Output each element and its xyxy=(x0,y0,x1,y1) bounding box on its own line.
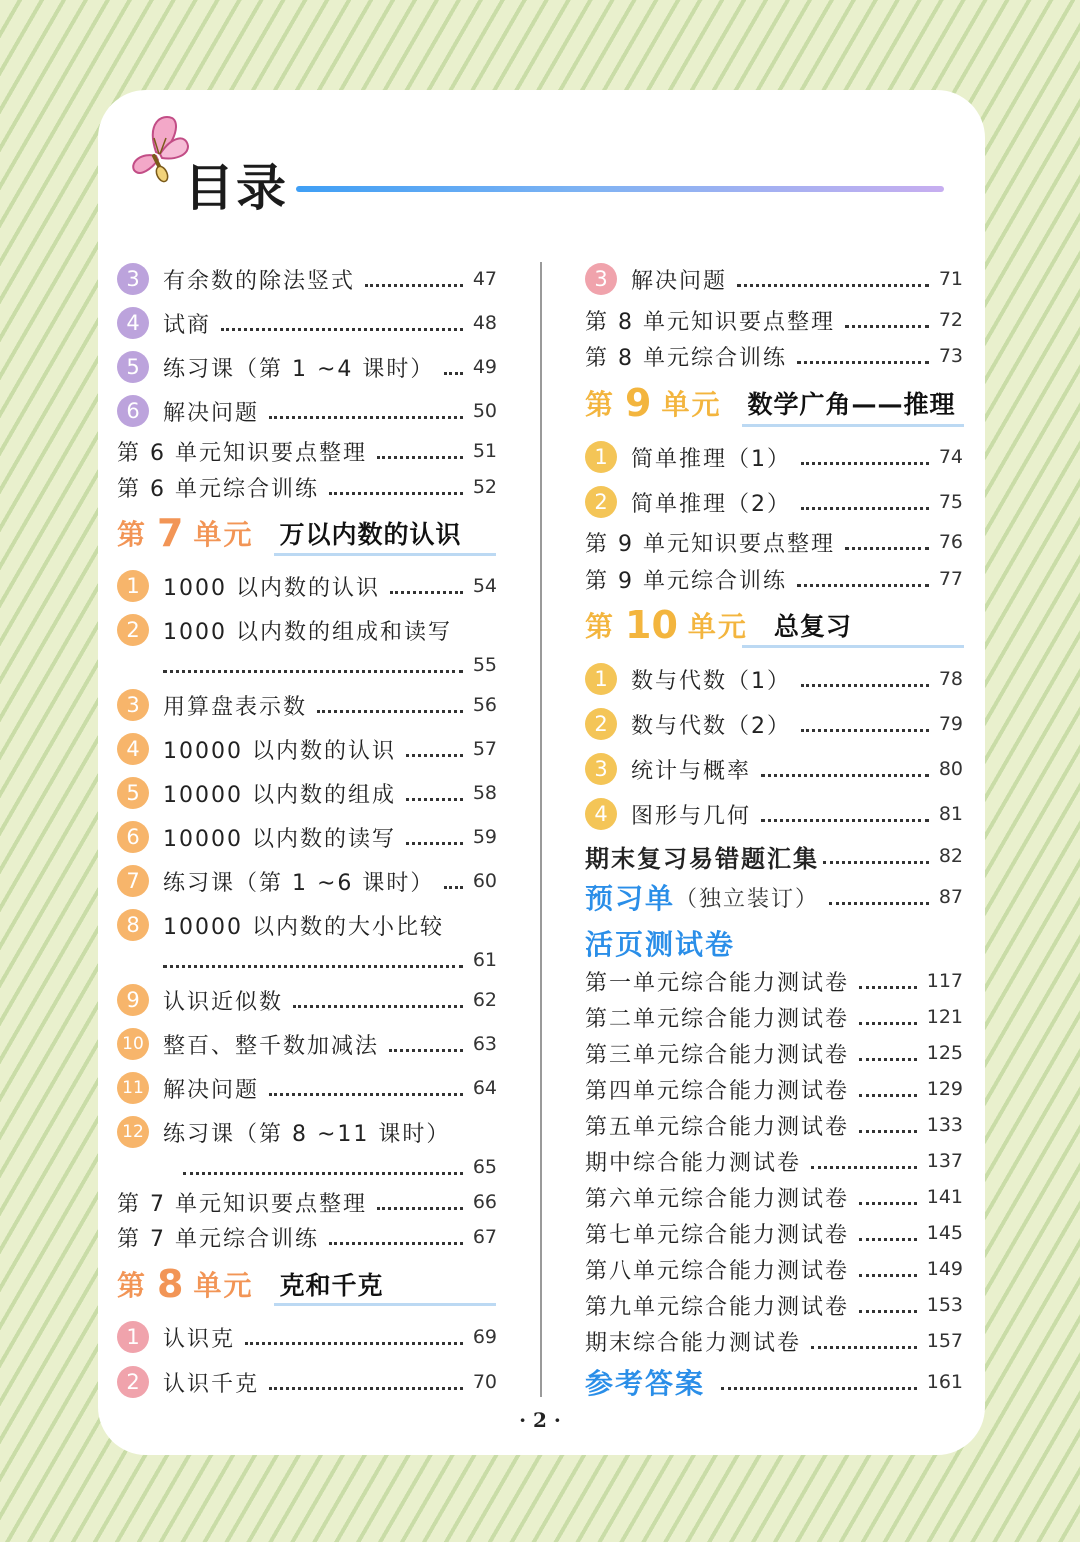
toc-page: 81 xyxy=(938,803,963,825)
leader-dots xyxy=(163,670,463,673)
toc-row[interactable] xyxy=(117,1115,497,1149)
toc-label: 第 7 单元综合训练 xyxy=(117,1226,319,1252)
leader-dots xyxy=(390,591,463,594)
toc-page: 78 xyxy=(938,668,963,690)
toc-label: 图形与几何 xyxy=(631,803,752,829)
unit-title: 克和千克 xyxy=(279,1271,384,1300)
toc-page: 149 xyxy=(926,1258,963,1280)
toc-page: 133 xyxy=(926,1114,963,1136)
toc-row[interactable] xyxy=(585,1144,963,1178)
toc-label: 第七单元综合能力测试卷 xyxy=(585,1222,850,1248)
toc-page: 75 xyxy=(938,491,963,513)
toc-label: 10000 以内数的认识 xyxy=(163,738,396,764)
unit-underline xyxy=(742,645,964,648)
toc-label: 数与代数（2） xyxy=(631,713,791,739)
leader-dots xyxy=(221,328,463,331)
toc-page: 70 xyxy=(472,1371,497,1393)
toc-label: 10000 以内数的读写 xyxy=(163,826,396,852)
toc-row[interactable] xyxy=(117,262,497,296)
item-number-badge: 5 xyxy=(117,351,149,383)
leader-dots xyxy=(859,1202,917,1205)
item-number-badge: 4 xyxy=(117,733,149,765)
toc-row[interactable] xyxy=(117,688,497,722)
unit-title: 万以内数的认识 xyxy=(279,520,462,549)
leader-dots xyxy=(761,774,929,777)
toc-label: 解决问题 xyxy=(163,400,260,426)
leader-dots xyxy=(269,416,463,419)
toc-row[interactable] xyxy=(585,1072,963,1106)
item-number-badge: 1 xyxy=(585,441,617,473)
toc-row[interactable] xyxy=(585,1036,963,1070)
toc-row[interactable] xyxy=(585,752,963,786)
toc-page: 161 xyxy=(926,1371,963,1393)
toc-row[interactable] xyxy=(117,820,497,854)
unit-suffix: 单元 xyxy=(687,610,748,643)
unit-prefix: 第 xyxy=(585,610,616,643)
toc-page: 57 xyxy=(472,738,497,760)
toc-page: 61 xyxy=(472,949,497,971)
toc-page: 129 xyxy=(926,1078,963,1100)
toc-row[interactable] xyxy=(117,569,497,603)
leader-dots xyxy=(859,986,917,989)
toc-label: 第 7 单元知识要点整理 xyxy=(117,1191,367,1217)
toc-row[interactable] xyxy=(117,350,497,384)
leader-dots xyxy=(444,372,462,375)
toc-page: 51 xyxy=(472,440,497,462)
leader-dots xyxy=(365,284,463,287)
toc-page: 65 xyxy=(472,1156,497,1178)
leader-dots xyxy=(183,1172,463,1175)
toc-row[interactable] xyxy=(585,1324,963,1358)
toc-page: 117 xyxy=(926,970,963,992)
unit-underline xyxy=(274,1303,496,1306)
leader-dots xyxy=(797,584,929,587)
toc-row[interactable] xyxy=(117,306,497,340)
toc-page: 137 xyxy=(926,1150,963,1172)
toc-page: 67 xyxy=(472,1226,497,1248)
item-number-badge: 6 xyxy=(117,821,149,853)
toc-label: 认识近似数 xyxy=(163,989,284,1015)
leader-dots xyxy=(811,1346,917,1349)
toc-page: 59 xyxy=(472,826,497,848)
toc-page: 60 xyxy=(472,870,497,892)
toc-row[interactable] xyxy=(585,262,963,296)
item-number-badge: 4 xyxy=(117,307,149,339)
page-number: · 2 · xyxy=(519,1408,561,1432)
leader-dots xyxy=(269,1093,463,1096)
leader-dots xyxy=(859,1310,917,1313)
toc-page: 157 xyxy=(926,1330,963,1352)
tests-heading: 活页测试卷 xyxy=(585,928,736,961)
leader-dots xyxy=(845,547,929,550)
leader-dots xyxy=(801,729,929,732)
toc-label: 练习课（第 8 ~11 课时） xyxy=(163,1121,451,1147)
item-number-badge: 4 xyxy=(585,798,617,830)
toc-page: 80 xyxy=(938,758,963,780)
toc-row-answers[interactable] xyxy=(585,1365,963,1399)
leader-dots xyxy=(269,1387,463,1390)
toc-page: 66 xyxy=(472,1191,497,1213)
toc-row[interactable] xyxy=(117,1027,497,1061)
unit-number: 7 xyxy=(157,511,184,555)
toc-note: （独立装订） xyxy=(675,886,820,912)
unit-title: 数学广角——推理 xyxy=(747,390,956,419)
leader-dots xyxy=(761,819,929,822)
toc-page: 153 xyxy=(926,1294,963,1316)
toc-row[interactable] xyxy=(585,797,963,831)
toc-row[interactable] xyxy=(117,776,497,810)
leader-dots xyxy=(859,1274,917,1277)
toc-label: 第四单元综合能力测试卷 xyxy=(585,1078,850,1104)
toc-page: 56 xyxy=(472,694,497,716)
toc-label: 第 8 单元综合训练 xyxy=(585,345,787,371)
toc-label: 预习单 xyxy=(585,882,676,915)
toc-label: 第 9 单元知识要点整理 xyxy=(585,531,835,557)
item-number-badge: 2 xyxy=(585,708,617,740)
leader-dots xyxy=(801,684,929,687)
leader-dots xyxy=(245,1342,463,1345)
item-number-badge: 5 xyxy=(117,777,149,809)
toc-row[interactable] xyxy=(117,732,497,766)
toc-label: 解决问题 xyxy=(163,1077,260,1103)
unit-number: 9 xyxy=(625,381,652,425)
toc-row[interactable] xyxy=(585,1252,963,1286)
toc-row[interactable] xyxy=(585,1000,963,1034)
toc-row[interactable] xyxy=(117,1365,497,1399)
toc-row[interactable] xyxy=(585,1288,963,1322)
toc-page: 47 xyxy=(472,268,497,290)
toc-label: 有余数的除法竖式 xyxy=(163,268,356,294)
leader-dots xyxy=(406,798,463,801)
item-number-badge: 11 xyxy=(117,1072,149,1104)
toc-page: 64 xyxy=(472,1077,497,1099)
toc-page: 63 xyxy=(472,1033,497,1055)
toc-label: 10000 以内数的组成 xyxy=(163,782,396,808)
item-number-badge: 12 xyxy=(117,1116,149,1148)
unit-number: 8 xyxy=(157,1262,184,1306)
toc-label: 整百、整千数加减法 xyxy=(163,1033,380,1059)
toc-row[interactable] xyxy=(585,1216,963,1250)
leader-dots xyxy=(406,842,463,845)
item-number-badge: 1 xyxy=(117,1321,149,1353)
toc-label: 第五单元综合能力测试卷 xyxy=(585,1114,850,1140)
toc-row[interactable] xyxy=(585,707,963,741)
toc-label: 第一单元综合能力测试卷 xyxy=(585,970,850,996)
unit-underline xyxy=(274,553,496,556)
toc-row-continuation[interactable] xyxy=(163,648,497,682)
toc-row[interactable] xyxy=(585,303,963,337)
item-number-badge: 3 xyxy=(117,263,149,295)
toc-label: 第 9 单元综合训练 xyxy=(585,568,787,594)
leader-dots xyxy=(829,902,929,905)
column-divider xyxy=(540,262,542,1397)
leader-dots xyxy=(444,886,462,889)
toc-label: 练习课（第 1 ~6 课时） xyxy=(163,870,435,896)
toc-label: 练习课（第 1 ~4 课时） xyxy=(163,356,435,382)
item-number-badge: 2 xyxy=(117,1366,149,1398)
leader-dots xyxy=(797,361,929,364)
leader-dots xyxy=(801,462,929,465)
toc-row[interactable] xyxy=(117,864,497,898)
unit-title: 总复习 xyxy=(773,612,852,641)
toc-row[interactable] xyxy=(585,562,963,596)
leader-dots xyxy=(317,710,463,713)
toc-page: 50 xyxy=(472,400,497,422)
toc-page: 82 xyxy=(938,845,963,867)
item-number-badge: 3 xyxy=(585,263,617,295)
toc-page: 71 xyxy=(938,268,963,290)
toc-label: 第 6 单元知识要点整理 xyxy=(117,440,367,466)
butterfly-icon xyxy=(126,112,192,192)
leader-dots xyxy=(163,965,463,968)
toc-page: 125 xyxy=(926,1042,963,1064)
unit-8-heading[interactable] xyxy=(117,1261,384,1307)
leader-dots xyxy=(859,1238,917,1241)
toc-page: 87 xyxy=(938,886,963,908)
item-number-badge: 10 xyxy=(117,1028,149,1060)
unit-underline xyxy=(742,424,964,427)
toc-page: 49 xyxy=(472,356,497,378)
toc-label: 期末复习易错题汇集 xyxy=(585,844,819,873)
unit-prefix: 第 xyxy=(117,1269,148,1302)
item-number-badge: 1 xyxy=(585,663,617,695)
unit-suffix: 单元 xyxy=(661,388,722,421)
toc-label: 10000 以内数的大小比较 xyxy=(163,914,444,940)
toc-row-errors[interactable] xyxy=(585,839,963,873)
leader-dots xyxy=(329,492,463,495)
item-number-badge: 7 xyxy=(117,865,149,897)
toc-page: 79 xyxy=(938,713,963,735)
leader-dots xyxy=(737,284,929,287)
toc-row[interactable] xyxy=(117,1220,497,1254)
title-underline xyxy=(296,186,944,192)
item-number-badge: 8 xyxy=(117,909,149,941)
unit-prefix: 第 xyxy=(585,388,616,421)
toc-label: 参考答案 xyxy=(585,1367,706,1400)
leader-dots xyxy=(859,1094,917,1097)
leader-dots xyxy=(811,1166,917,1169)
toc-label: 用算盘表示数 xyxy=(163,694,308,720)
toc-row[interactable] xyxy=(585,440,963,474)
toc-label: 第 6 单元综合训练 xyxy=(117,476,319,502)
item-number-badge: 3 xyxy=(117,689,149,721)
toc-row[interactable] xyxy=(117,1320,497,1354)
item-number-badge: 3 xyxy=(585,753,617,785)
toc-page: 73 xyxy=(938,345,963,367)
toc-label: 第六单元综合能力测试卷 xyxy=(585,1186,850,1212)
toc-page: 54 xyxy=(472,575,497,597)
toc-row-preview[interactable] xyxy=(585,880,963,914)
unit-9-heading[interactable] xyxy=(585,380,956,426)
leader-dots xyxy=(823,861,929,864)
toc-row[interactable] xyxy=(585,662,963,696)
toc-page: 121 xyxy=(926,1006,963,1028)
toc-page: 77 xyxy=(938,568,963,590)
leader-dots xyxy=(859,1058,917,1061)
toc-page: 62 xyxy=(472,989,497,1011)
toc-row[interactable] xyxy=(585,964,963,998)
unit-7-heading[interactable] xyxy=(117,510,462,556)
toc-row[interactable] xyxy=(585,1108,963,1142)
toc-page: 72 xyxy=(938,309,963,331)
toc-label: 统计与概率 xyxy=(631,758,752,784)
toc-row[interactable] xyxy=(117,470,497,504)
leader-dots xyxy=(406,754,463,757)
toc-label: 认识克 xyxy=(163,1326,236,1352)
toc-label: 1000 以内数的认识 xyxy=(163,575,380,601)
toc-row[interactable] xyxy=(117,983,497,1017)
toc-row[interactable] xyxy=(117,434,497,468)
toc-page: 145 xyxy=(926,1222,963,1244)
unit-number: 10 xyxy=(625,603,678,647)
toc-page: 58 xyxy=(472,782,497,804)
item-number-badge: 2 xyxy=(585,486,617,518)
toc-row[interactable] xyxy=(117,1071,497,1105)
item-number-badge: 6 xyxy=(117,395,149,427)
toc-row[interactable] xyxy=(585,485,963,519)
toc-row[interactable] xyxy=(117,1185,497,1219)
toc-row[interactable] xyxy=(585,1180,963,1214)
leader-dots xyxy=(329,1242,463,1245)
item-number-badge: 9 xyxy=(117,984,149,1016)
toc-row-continuation[interactable] xyxy=(163,943,497,977)
toc-label: 第八单元综合能力测试卷 xyxy=(585,1258,850,1284)
leader-dots xyxy=(801,507,929,510)
toc-label: 数与代数（1） xyxy=(631,668,791,694)
item-number-badge: 2 xyxy=(117,614,149,646)
page-title: 目录 xyxy=(184,159,288,217)
leader-dots xyxy=(859,1022,917,1025)
toc-label: 第 8 单元知识要点整理 xyxy=(585,309,835,335)
toc-page: 52 xyxy=(472,476,497,498)
unit-suffix: 单元 xyxy=(193,518,254,551)
toc-row[interactable] xyxy=(117,908,497,942)
leader-dots xyxy=(859,1130,917,1133)
leader-dots xyxy=(377,456,463,459)
toc-row-continuation[interactable] xyxy=(183,1150,497,1184)
toc-page: 55 xyxy=(472,654,497,676)
toc-page: 74 xyxy=(938,446,963,468)
toc-label: 解决问题 xyxy=(631,268,728,294)
toc-label: 第三单元综合能力测试卷 xyxy=(585,1042,850,1068)
toc-row[interactable] xyxy=(117,613,497,647)
toc-page: 76 xyxy=(938,531,963,553)
leader-dots xyxy=(389,1049,463,1052)
toc-row[interactable] xyxy=(117,394,497,428)
toc-page: 69 xyxy=(472,1326,497,1348)
leader-dots xyxy=(721,1387,917,1390)
toc-label: 简单推理（1） xyxy=(631,446,791,472)
leader-dots xyxy=(377,1207,463,1210)
unit-suffix: 单元 xyxy=(193,1269,254,1302)
toc-page: 48 xyxy=(472,312,497,334)
toc-label: 简单推理（2） xyxy=(631,491,791,517)
toc-row[interactable] xyxy=(585,339,963,373)
toc-label: 期中综合能力测试卷 xyxy=(585,1150,802,1176)
leader-dots xyxy=(293,1005,463,1008)
unit-10-heading[interactable] xyxy=(585,602,852,648)
toc-page: 141 xyxy=(926,1186,963,1208)
toc-label: 第二单元综合能力测试卷 xyxy=(585,1006,850,1032)
toc-label: 1000 以内数的组成和读写 xyxy=(163,619,452,645)
toc-row[interactable] xyxy=(585,525,963,559)
toc-label: 期末综合能力测试卷 xyxy=(585,1330,802,1356)
toc-label: 试商 xyxy=(163,312,212,338)
toc-label: 第九单元综合能力测试卷 xyxy=(585,1294,850,1320)
unit-prefix: 第 xyxy=(117,518,148,551)
toc-label: 认识千克 xyxy=(163,1371,260,1397)
item-number-badge: 1 xyxy=(117,570,149,602)
leader-dots xyxy=(845,325,929,328)
